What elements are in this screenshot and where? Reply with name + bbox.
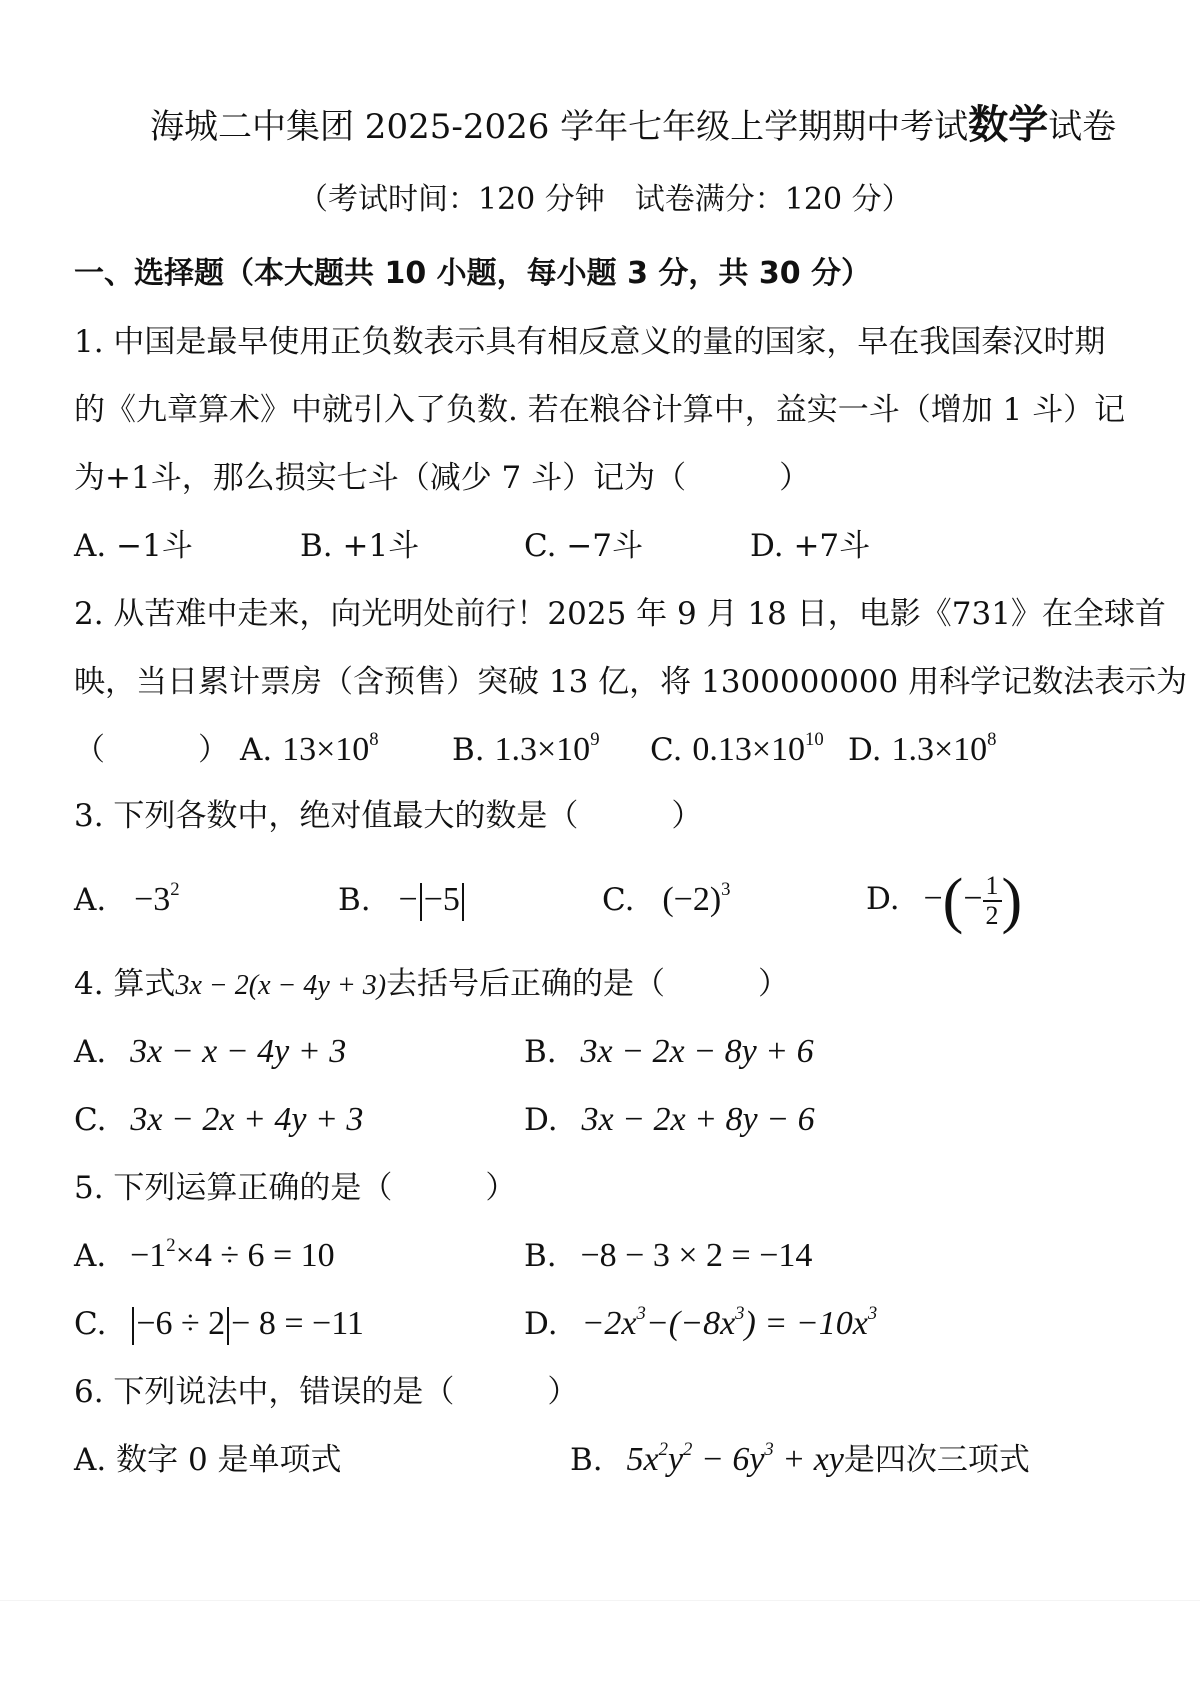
question-2-option-b [452,730,600,770]
option-label: C. [74,1102,107,1138]
option-label: B. [452,732,485,768]
stem-expression: 3x − 2(x − 4y + 3) [175,970,387,1001]
term-3: ) = −10x [744,1305,868,1342]
option-label: B. [524,1238,557,1274]
term-2: −(−8x [645,1305,736,1342]
question-4-option-c [74,1100,363,1140]
option-c-value [692,728,824,768]
option-label: A. [240,732,273,768]
term-3: − 6y [692,1441,765,1478]
base: −3 [134,881,171,918]
section-heading-choice: 一、选择题（本大题共 10 小题，每小题 3 分，共 30 分） [74,256,872,291]
option-b-value [399,881,466,918]
exponent: 8 [369,728,379,750]
option-a-value [282,728,379,768]
question-3-option-d [866,867,1023,935]
option-label: B. [338,882,371,918]
paren-open: ( [942,867,964,935]
option-label: C. [602,882,635,918]
option-c-expression [130,1305,364,1342]
option-label: A. [74,882,107,918]
term-1: 5x [626,1441,659,1478]
exponent-1: 3 [636,1302,646,1324]
question-5-option-b [524,1236,812,1276]
option-label: B. [524,1034,557,1070]
option-expression: 3x − 2x + 4y + 3 [130,1101,364,1138]
paren-close: ) [1001,867,1023,935]
mantissa: 1.3×10 [494,731,591,768]
question-3-stem: 3. 下列各数中，绝对值最大的数是（ ） [74,798,703,834]
numerator: 1 [983,872,1002,902]
exam-title-main: 海城二中集团 2025-2026 学年七年级上学期期中考试 [150,107,969,147]
abs-content: −5 [423,881,460,918]
option-label: C. [74,1306,107,1342]
question-5-option-c [74,1304,364,1345]
sign: − [923,879,943,917]
exponent: 2 [170,878,180,900]
mantissa: 13×10 [282,731,370,768]
question-1-option-b: B. +1斗 [300,528,420,564]
abs-bar-left [420,883,422,921]
abs-bar-right [462,883,464,921]
stem-suffix: 去括号后正确的是（ ） [386,966,790,1002]
option-b-expression: −8 − 3 × 2 = −14 [580,1237,813,1274]
question-2-option-d [848,730,997,770]
question-1-option-c: C. −7斗 [524,528,644,564]
option-b-value [494,728,600,768]
exam-subtitle: （考试时间：120 分钟 试卷满分：120 分） [298,182,912,217]
exponent: 8 [987,728,997,750]
question-1-option-d: D. +7斗 [750,528,871,564]
question-3-option-b [338,880,466,921]
exponent: 3 [721,878,731,900]
stem-prefix: 4. 算式 [74,966,176,1002]
question-2-line-2: 映，当日累计票房（含预售）突破 13 亿，将 1300000000 用科学记数法表示为 [74,664,1188,700]
option-d-expression [581,1302,878,1342]
option-c-value [662,878,731,918]
exam-title-subject: 数学 [968,101,1049,148]
question-2-line-3: （ ） [74,732,229,768]
rest: ×4 ÷ 6 = 10 [175,1237,335,1274]
question-4-option-b [524,1032,814,1072]
base: (−2) [662,881,722,918]
term-4: + xy [773,1441,844,1478]
question-1-line-3: 为+1斗，那么损实七斗（减少 7 斗）记为（ ） [74,460,811,496]
sign: − [398,881,418,918]
question-1-line-1: 1. 中国是最早使用正负数表示具有相反意义的量的国家，早在我国秦汉时期 [74,324,1106,360]
question-1-option-a: A. −1斗 [74,528,193,564]
question-2-line-1: 2. 从苦难中走来，向光明处前行！2025 年 9 月 18 日，电影《731》在全球首 [74,596,1166,632]
exponent-3: 3 [867,1302,878,1324]
option-label: A. [74,1238,107,1274]
question-5-option-a [74,1236,335,1276]
option-a-expression [130,1234,335,1274]
option-label: D. [524,1306,558,1342]
abs-bar-left [132,1307,134,1345]
option-label: A. [74,1034,107,1070]
option-expression: 3x − 2x + 8y − 6 [581,1101,815,1138]
question-4-stem [74,964,789,1006]
exponent-2: 2 [683,1438,693,1460]
option-b-text: 是四次三项式 [843,1442,1030,1478]
base: −1 [130,1237,167,1274]
question-3-option-c [602,880,731,920]
exponent-2: 3 [735,1302,745,1324]
question-6-stem: 6. 下列说法中，错误的是（ ） [74,1374,579,1410]
exponent: 10 [805,728,824,750]
question-6-option-a: A. 数字 0 是单项式 [74,1442,342,1478]
mantissa: 0.13×10 [692,731,806,768]
abs-bar-right [227,1307,229,1345]
option-a-value [134,878,180,918]
option-label: C. [650,732,683,768]
option-label: D. [848,732,882,768]
question-4-option-a [74,1032,346,1072]
option-d-value [923,867,1023,935]
option-expression: 3x − 2x − 8y + 6 [580,1033,814,1070]
rest: − 8 = −11 [231,1305,364,1342]
question-3-option-a [74,880,180,920]
inner-sign: − [963,879,983,917]
exponent: 9 [590,728,600,750]
question-1-line-2: 的《九章算术》中就引入了负数. 若在粮谷计算中，益实一斗（增加 1 斗）记 [74,392,1126,428]
denominator: 2 [985,901,999,930]
question-5-stem: 5. 下列运算正确的是（ ） [74,1170,517,1206]
question-2-option-c [650,730,824,770]
exponent-1: 2 [658,1438,668,1460]
option-label: D. [866,880,900,917]
term-1: −2x [581,1305,637,1342]
exponent-3: 3 [764,1438,774,1460]
mantissa: 1.3×10 [891,731,988,768]
abs-content: −6 ÷ 2 [136,1305,226,1342]
fraction [983,872,1002,930]
exponent: 2 [166,1234,176,1256]
page-bottom-margin [0,1600,1200,1697]
term-2: y [667,1441,684,1478]
exam-title-suffix: 试卷 [1048,107,1117,147]
option-d-value [891,728,997,768]
option-expression: 3x − x − 4y + 3 [130,1033,347,1070]
exam-title [150,101,1117,148]
option-label: B. [570,1442,603,1478]
option-b-expression [626,1438,844,1478]
question-5-option-d [524,1304,877,1344]
option-label: D. [524,1102,558,1138]
question-6-option-b [570,1440,1030,1480]
question-4-option-d [524,1100,815,1140]
question-2-option-a [240,730,379,770]
